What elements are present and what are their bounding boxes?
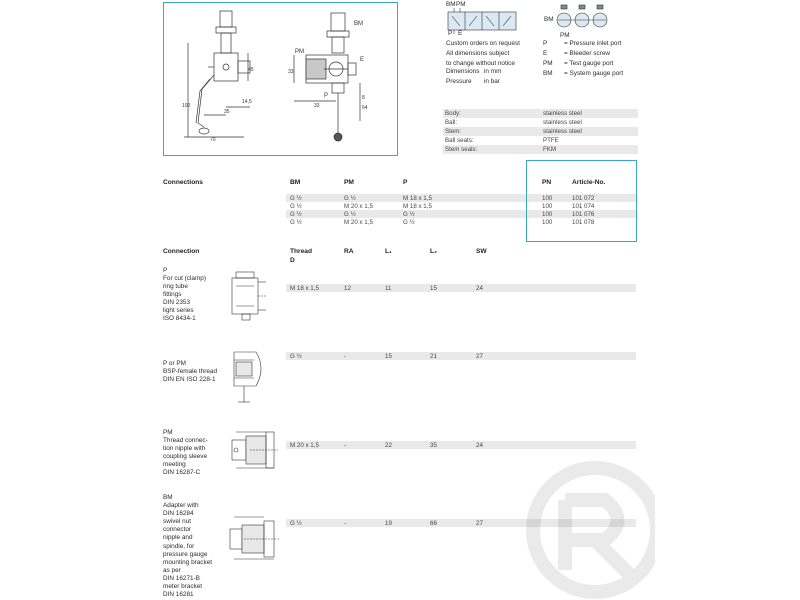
connection-desc: PM Thread connec- tion nipple with coupling sleeve meeting DIN 16287-C [163,429,208,476]
table-row: G ½ M 20 x 1,5 G ½ 100 101 078 [290,219,595,226]
note-line: to change without notice [446,60,515,67]
unit-mm: in mm [484,68,502,75]
col-bm: BM [290,179,301,186]
connection-desc: BM Adapter with DIN 16284 swivel nut connector nipple and spindle, for pressure gauge mounting bracket as per DIN 16271-B meter bracket DIN 16281 [163,494,213,599]
label-pm: PM [295,49,304,55]
dim-33b: 33 [314,103,320,109]
dim-35: 35 [224,109,230,115]
table-row: G ½ - 15 21 27 [286,352,636,360]
watermark-logo [505,440,655,600]
port-key: PM [543,60,553,67]
col-ra: RA [344,248,354,255]
dim-14-5: 14,5 [242,99,252,105]
note-line: Custom orders on request [446,40,520,47]
dim-8: 8 [362,95,365,101]
material-row: Stem: stainless steel [443,127,638,136]
port-key: BM [543,70,553,77]
col-thread: Thread [290,248,312,255]
table-row: G ½ G ½ G ½ 100 101 076 [286,210,636,218]
ports-legend [543,40,643,80]
fitting-drawing [228,346,270,406]
symbol-label-bm2: BM [544,16,554,23]
valve-drawing [164,3,399,157]
label-p: P [324,93,329,99]
symbol-label-pm: PM [456,1,466,8]
fitting-drawing [226,426,282,478]
connection-desc: P or PM BSP-female thread DIN EN ISO 228-1 [163,360,217,383]
col-l1: L₁ [385,248,392,255]
symbol-label-p: P [448,30,453,37]
col-pn: PN [542,179,552,186]
dim-45: 45 [248,67,254,73]
fitting-drawing [228,268,268,324]
note-line: Dimensions [446,68,480,75]
material-row: Ball: stainless steel [445,119,582,126]
valve-symbols-left [446,1,521,37]
table-row: G ½ M 20 x 1,5 M 18 x 1,5 100 101 074 [290,203,595,210]
table-row: M 18 x 1,5 12 11 15 24 [286,284,636,292]
col-pm: PM [344,179,354,186]
dim-33: 33 [288,69,294,75]
port-key: P [543,40,548,47]
symbol-label-bm: BM [446,1,456,8]
label-bm: BM [354,21,363,27]
connections-title: Connections [163,179,203,186]
table-row: G ½ - 19 66 27 [286,519,636,527]
port-desc: = System gauge port [564,70,624,77]
material-row: Ball seats: PTFE [445,137,559,144]
technical-drawing-frame [163,2,398,156]
symbol-label-e: E [458,30,463,37]
label-e: E [360,57,365,63]
dim-70: 70 [210,137,216,143]
material-row: Body: stainless steel [443,109,638,118]
table-row: G ½ G ½ M 18 x 1,5 100 101 072 [286,194,636,202]
col-article: Article-No. [572,179,606,186]
connection-title: Connection [163,248,200,255]
pn-article-highlight [526,160,637,242]
unit-bar: in bar [484,78,500,85]
col-d: D [290,257,295,264]
note-line: Pressure [446,78,472,85]
col-p: P [403,179,408,186]
materials-table [443,109,638,154]
port-desc: = Test gauge port [564,60,614,67]
connection-desc: P For cut (clamp) ring tube fittings DIN 2353 light series ISO 8434-1 [163,267,206,322]
note-line: All dimensions subject [446,50,510,57]
dim-64: 64 [362,105,368,111]
symbol-label-pm2: PM [560,32,570,39]
port-key: E [543,50,548,57]
col-l2: L₂ [430,248,437,255]
port-desc: = Bleeder screw [564,50,610,57]
notes-block [446,40,536,88]
port-desc: = Pressure inlet port [564,40,622,47]
material-row: Stem seals: FKM [443,145,638,154]
col-sw: SW [476,248,487,255]
valve-symbols-right [544,4,616,38]
fitting-drawing [226,515,282,565]
table-row: M 20 x 1,5 - 22 35 24 [286,441,636,449]
dim-100: 100 [182,103,191,109]
